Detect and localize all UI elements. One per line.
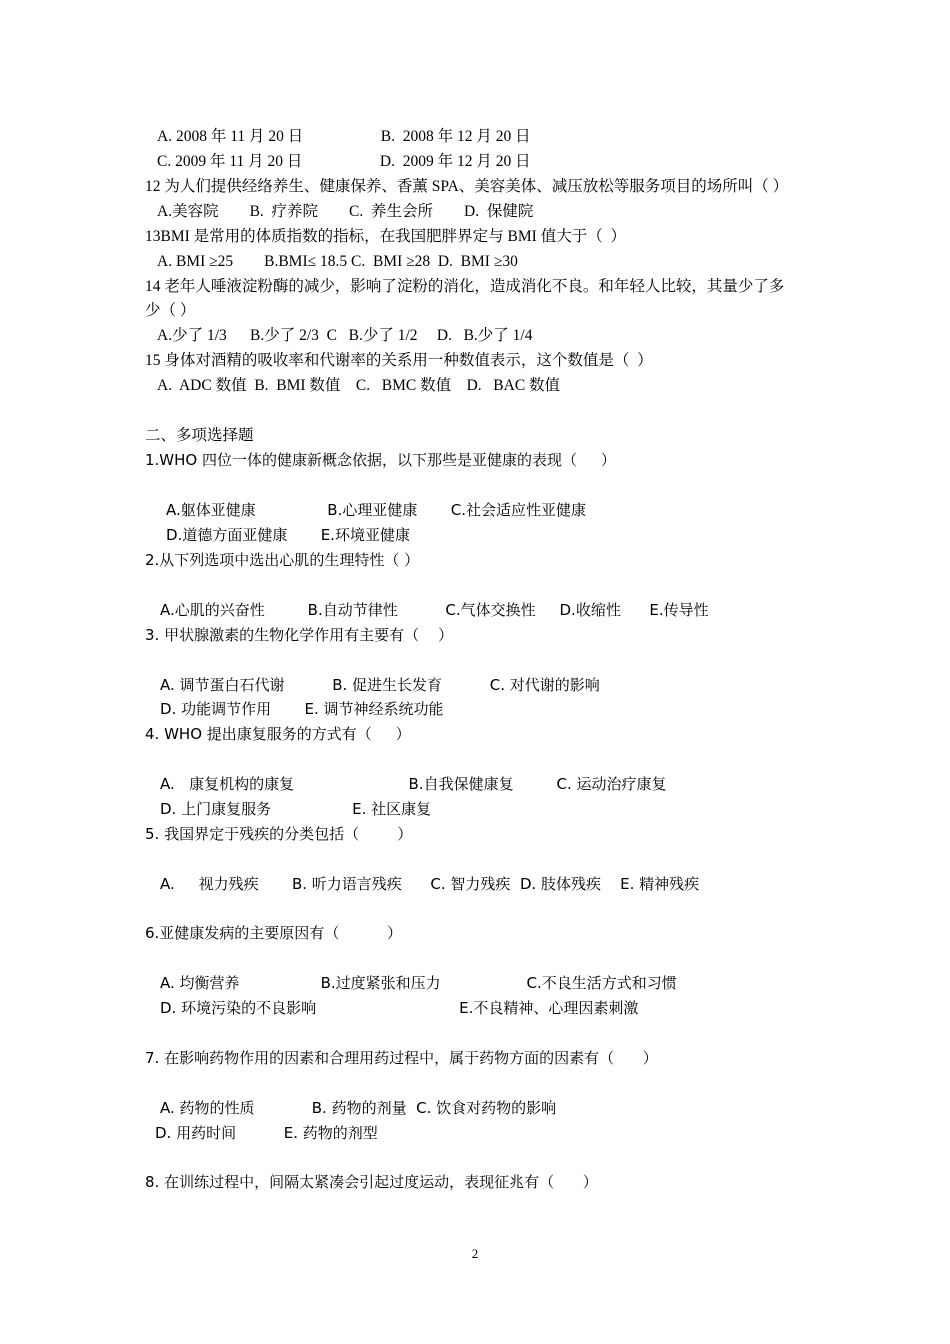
text-line: 4. WHO 提出康复服务的方式有（ ） xyxy=(145,725,411,743)
text-line: 二、多项选择题 xyxy=(145,427,254,444)
text-line: A.少了 1/3 B.少了 2/3 C B.少了 1/2 D. B.少了 1/4 xyxy=(157,327,533,344)
text-line: 7. 在影响药物作用的因素和合理用药过程中，属于药物方面的因素有（ ） xyxy=(145,1049,658,1067)
text-line: A.躯体亚健康 B.心理亚健康 C.社会适应性亚健康 xyxy=(166,501,586,519)
text-line: D. 功能调节作用 E. 调节神经系统功能 xyxy=(160,700,444,718)
text-line: A. 视力残疾 B. 听力语言残疾 C. 智力残疾 D. 肢体残疾 E. 精神残疾 xyxy=(160,875,700,893)
text-line: 1.WHO 四位一体的健康新概念依据，以下那些是亚健康的表现（ ） xyxy=(145,451,616,469)
text-line: A. 康复机构的康复 B.自我保健康复 C. 运动治疗康复 xyxy=(160,775,667,793)
text-line: D. 上门康复服务 E. 社区康复 xyxy=(160,800,432,818)
text-line: A. 均衡营养 B.过度紧张和压力 C.不良生活方式和习惯 xyxy=(160,974,677,992)
text-line: A. 药物的性质 B. 药物的剂量 C. 饮食对药物的影响 xyxy=(160,1099,557,1117)
text-line: 5. 我国界定于残疾的分类包括（ ） xyxy=(145,825,413,843)
text-line: 6.亚健康发病的主要原因有（ ） xyxy=(145,924,402,942)
text-line: D. 环境污染的不良影响 E.不良精神、心理因素刺激 xyxy=(160,999,639,1017)
text-line: 2.从下列选项中选出心肌的生理特性（ ） xyxy=(145,551,420,569)
text-line: 12 为人们提供经络养生、健康保养、香薰 SPA、美容美体、减压放松等服务项目的场所叫（ ） xyxy=(145,178,789,195)
text-line: D. 用药时间 E. 药物的剂型 xyxy=(155,1124,378,1142)
text-line: A. 2008 年 11 月 20 日 B. 2008 年 12 月 20 日 xyxy=(157,128,531,145)
text-line: A. BMI ≥25 B.BMI≤ 18.5 C. BMI ≥28 D. BMI ≥30 xyxy=(157,253,518,270)
text-line: 13BMI 是常用的体质指数的指标，在我国肥胖界定与 BMI 值大于（ ） xyxy=(145,228,626,245)
text-line: 14 老年人唾液淀粉酶的减少，影响了淀粉的消化，造成消化不良。和年轻人比较，其量少了多 xyxy=(145,278,785,295)
text-line: 3. 甲状腺激素的生物化学作用有主要有（ ） xyxy=(145,626,454,644)
text-line: D.道德方面亚健康 E.环境亚健康 xyxy=(166,526,410,544)
text-line: A. ADC 数值 B. BMI 数值 C. BMC 数值 D. BAC 数值 xyxy=(157,377,561,394)
page-number: 2 xyxy=(471,1246,479,1261)
text-line: A.心肌的兴奋性 B.自动节律性 C.气体交换性 D.收缩性 E.传导性 xyxy=(160,601,709,619)
text-line: A. 调节蛋白石代谢 B. 促进生长发育 C. 对代谢的影响 xyxy=(160,676,600,694)
text-line: C. 2009 年 11 月 20 日 D. 2009 年 12 月 20 日 xyxy=(157,153,531,170)
text-line: 8. 在训练过程中，间隔太紧凑会引起过度运动，表现征兆有（ ） xyxy=(145,1173,598,1191)
text-line: A.美容院 B. 疗养院 C. 养生会所 D. 保健院 xyxy=(157,203,534,220)
text-line: 15 身体对酒精的吸收率和代谢率的关系用一种数值表示，这个数值是（ ） xyxy=(145,352,653,369)
text-line: 少（ ） xyxy=(145,302,196,319)
